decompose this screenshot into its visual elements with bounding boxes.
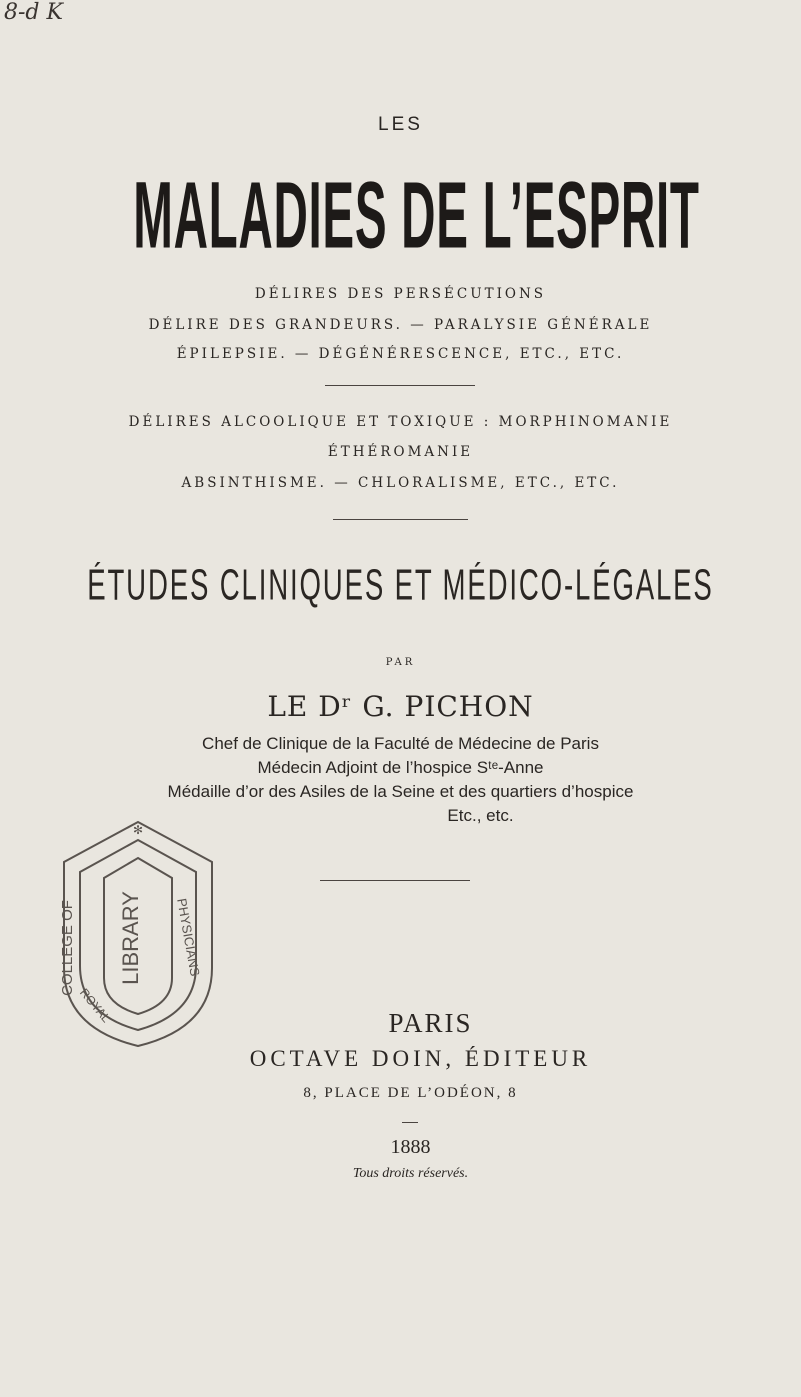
divider: [320, 880, 470, 881]
divider: [333, 519, 468, 520]
publisher-address: 8, PLACE DE L’ODÉON, 8: [303, 1085, 518, 1101]
subtitle-text: ÉTUDES CLINIQUES ET MÉDICO-LÉGALES: [87, 562, 714, 610]
main-title: [0, 162, 801, 268]
publisher: OCTAVE DOIN, ÉDITEUR: [249, 1046, 592, 1071]
author-title-4: Etc., etc.: [447, 806, 514, 825]
rights-notice: Tous droits réservés.: [352, 1166, 469, 1181]
stamp-text-top: COLLEGE OF: [59, 900, 76, 996]
stamp-text-bottom: ROYAL: [76, 985, 114, 1026]
author-title-2: Médecin Adjoint de l’hospice Sᵗᵉ-Anne: [257, 758, 544, 777]
subject-line-4: DÉLIRES ALCOOLIQUE ET TOXIQUE : MORPHINOMANIE: [128, 414, 673, 430]
stamp-text-right: PHYSICIANS: [174, 897, 203, 978]
subject-line-2: DÉLIRE DES GRANDEURS. — PARALYSIE GÉNÉRALE: [148, 317, 653, 333]
subject-line-5: ÉTHÉROMANIE: [327, 444, 474, 460]
subject-line-3: ÉPILEPSIE. — DÉGÉNÉRESCENCE, ETC., ETC.: [176, 346, 625, 362]
author-name: LE Dʳ G. PICHON: [267, 690, 534, 723]
subject-line-6: ABSINTHISME. — CHLORALISME, ETC., ETC.: [181, 475, 620, 491]
divider: [402, 1122, 418, 1123]
subject-line-1: DÉLIRES DES PERSÉCUTIONS: [254, 286, 547, 302]
publication-year: 1888: [390, 1136, 431, 1158]
author-title-3: Médaille d’or des Asiles de la Seine et des quartiers d’hospice: [167, 782, 634, 801]
city: PARIS: [388, 1008, 473, 1038]
main-title-text: MALADIES DE L’ESPRIT: [133, 162, 700, 268]
stamp-text-mid: LIBRARY: [118, 891, 143, 985]
shelf-mark: 8-d K: [4, 0, 63, 25]
subtitle: [0, 562, 801, 610]
stamp-star-icon: ✻: [132, 823, 144, 837]
by-label: PAR: [385, 657, 416, 668]
title-kicker: LES: [378, 114, 423, 135]
author-title-1: Chef de Clinique de la Faculté de Médecine de Paris: [202, 734, 599, 753]
divider: [325, 385, 475, 386]
